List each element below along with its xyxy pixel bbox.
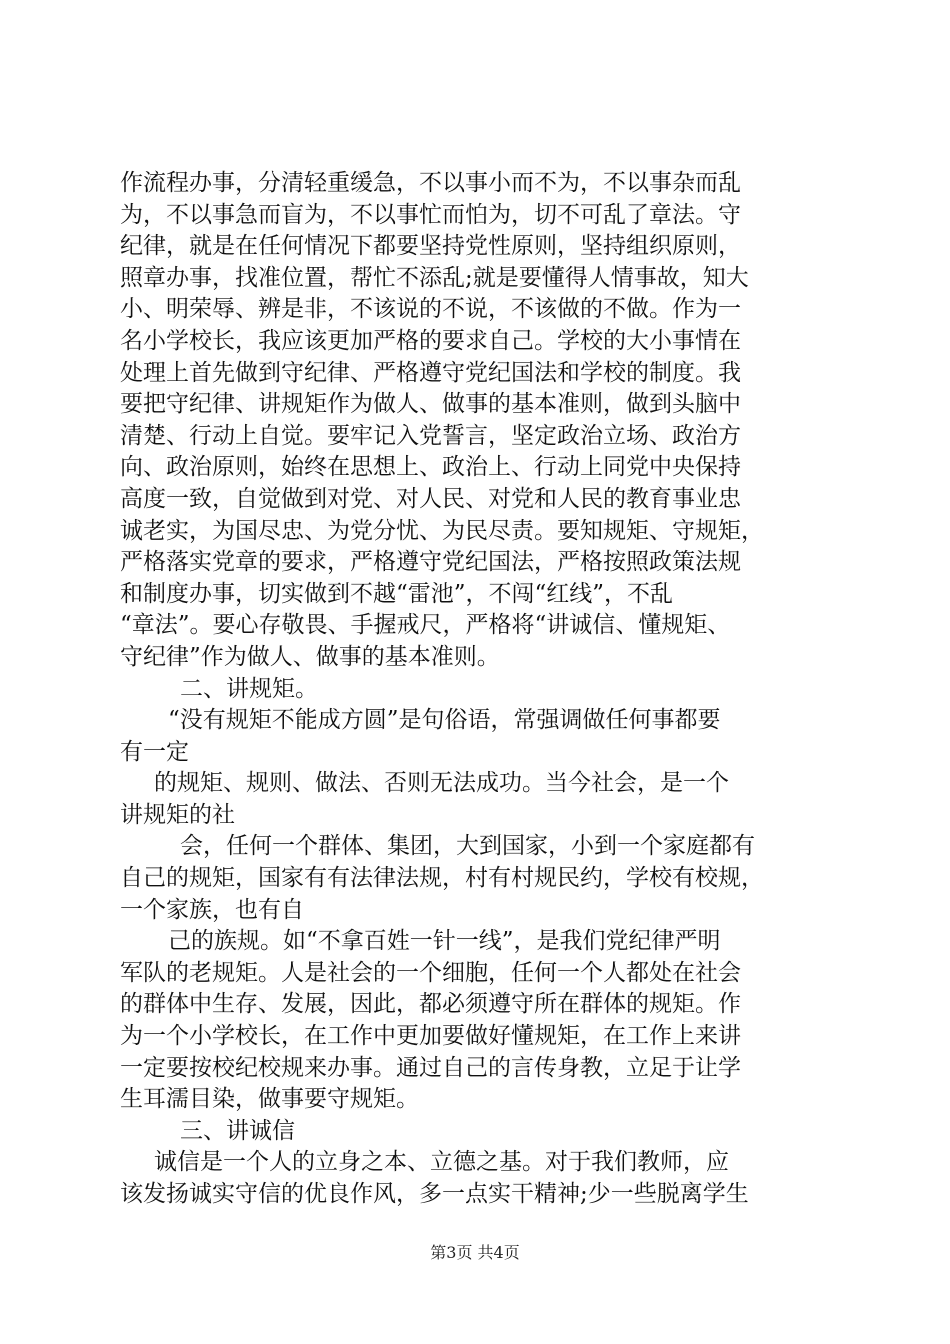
text-line: 的规矩、规则、做法、否则无法成功。当今社会，是一个 [154,770,729,797]
text-line: 严格落实党章的要求，严格遵守党纪国法，严格按照政策法规 [120,549,741,576]
text-line: 清楚、行动上自觉。要牢记入党誓言，坚定政治立场、政治方 [120,422,741,449]
text-line: 高度一致，自觉做到对党、对人民、对党和人民的教育事业忠 [120,485,741,512]
section-heading: 二、讲规矩。 [180,675,318,702]
document-body [120,168,840,1211]
text-line: 向、政治原则，始终在思想上、政治上、行动上同党中央保持 [120,454,741,481]
text-line: 生耳濡目染，做事要守规矩。 [120,1086,419,1113]
text-line: 一定要按校纪校规来办事。通过自己的言传身教，立足于让学 [120,1054,741,1081]
text-line: 名小学校长，我应该更加严格的要求自己。学校的大小事情在 [120,327,741,354]
text-line: “没有规矩不能成方圆”是句俗语，常强调做任何事都要 [168,707,721,734]
text-line: 自己的规矩，国家有有法律法规，村有村规民约，学校有校规， [120,865,764,892]
page-footer: 第3页 共4页 [430,1243,520,1262]
section-heading: 三、讲诚信 [180,1117,295,1144]
text-line: 军队的老规矩。人是社会的一个细胞，任何一个人都处在社会 [120,959,741,986]
text-line: 作流程办事，分清轻重缓急，不以事小而不为，不以事杂而乱 [120,170,741,196]
text-line: 一个家族，也有自 [120,896,304,923]
text-line: 诚信是一个人的立身之本、立德之基。对于我们教师，应 [154,1149,729,1176]
text-line: 照章办事，找准位置，帮忙不添乱;就是要懂得人情事故，知大 [120,264,749,291]
text-line: 为，不以事急而盲为，不以事忙而怕为，切不可乱了章法。守 [120,201,741,228]
text-line: 要把守纪律、讲规矩作为做人、做事的基本准则，做到头脑中 [120,391,741,418]
text-line: 为一个小学校长，在工作中更加要做好懂规矩，在工作上来讲 [120,1023,741,1050]
text-line: 有一定 [120,738,189,765]
text-line: 该发扬诚实守信的优良作风，多一点实干精神;少一些脱离学生 [120,1181,749,1207]
text-line: 会，任何一个群体、集团，大到国家，小到一个家庭都有 [180,833,755,860]
text-line: 守纪律”作为做人、做事的基本准则。 [120,643,500,670]
text-line: 纪律，就是在任何情况下都要坚持党性原则，坚持组织原则， [120,233,741,260]
text-line: 和制度办事，切实做到不越“雷池”，不闯“红线”，不乱 [120,580,674,607]
text-line: 诚老实，为国尽忠、为党分忧、为民尽责。要知规矩、守规矩， [120,517,764,544]
text-line: 讲规矩的社 [120,801,235,828]
text-line: 处理上首先做到守纪律、严格遵守党纪国法和学校的制度。我 [120,359,741,386]
text-line: 己的族规。如“不拿百姓一针一线”，是我们党纪律严明 [168,928,721,955]
text-line: 小、明荣辱、辨是非，不该说的不说，不该做的不做。作为一 [120,296,741,323]
text-line: “章法”。要心存敬畏、手握戒尺，严格将“讲诚信、懂规矩、 [120,612,731,639]
text-line: 的群体中生存、发展，因此，都必须遵守所在群体的规矩。作 [120,991,741,1018]
